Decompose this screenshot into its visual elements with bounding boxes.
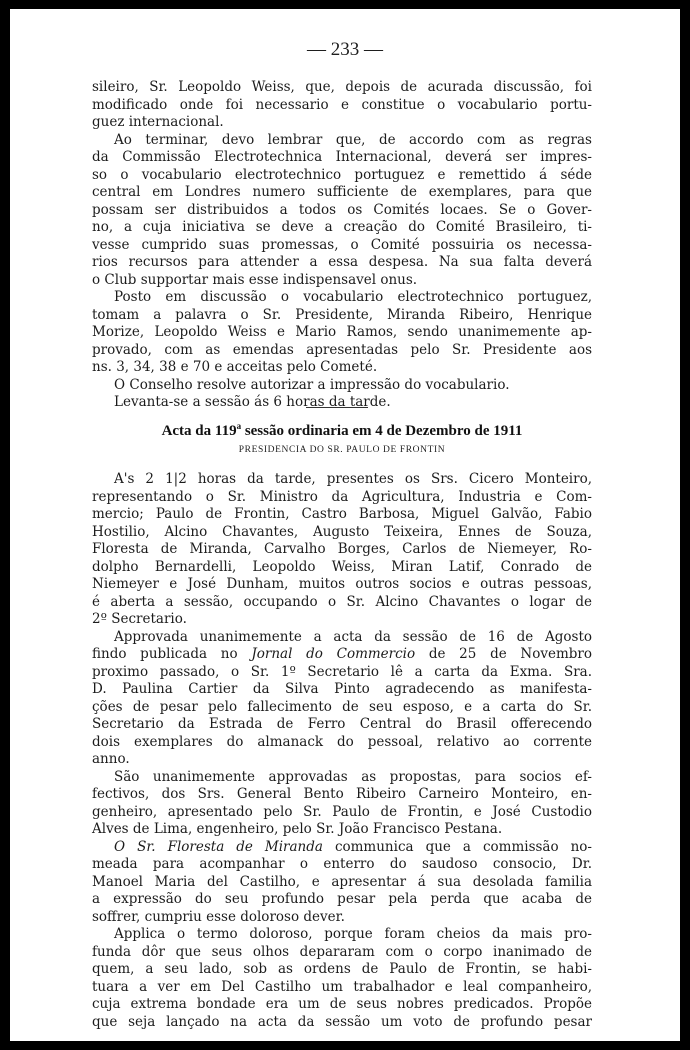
line-text: no, a cuja iniciativa se deve a creação do Comité Brasileiro, ti- <box>92 219 592 235</box>
text-line <box>92 891 592 909</box>
line-text: 2º Secretario. <box>92 611 187 627</box>
text-line <box>92 611 592 629</box>
line-text: vesse cumprido suas promessas, o Comité possuiria os necessa- <box>92 236 592 253</box>
line-text: meada para acompanhar o enterro do saudoso consocio, Dr. <box>92 856 592 872</box>
text-block-one <box>92 79 592 412</box>
text-line <box>92 471 592 489</box>
line-text: Posto em discussão o vocabulario electrotechnico portuguez, <box>114 289 592 305</box>
line-text: possam ser distribuidos a todos os Comités locaes. Se o Gover- <box>92 201 592 218</box>
text-line <box>92 202 592 220</box>
line-text: funda dôr que seus olhos depararam com o corpo inanimado de <box>92 943 592 960</box>
line-text: sileiro, Sr. Leopoldo Weiss, que, depois de acurada discussão, foi <box>92 79 592 95</box>
line-text: Ao terminar, devo lembrar que, de accordo com as regras <box>114 131 592 148</box>
line-text: provado, com as emendas apresentadas pelo Sr. Presidente aos <box>92 341 592 358</box>
text-line <box>92 961 592 979</box>
line-text: A's 2 1|2 horas da tarde, presentes os Srs. Cicero Monteiro, <box>114 471 592 487</box>
line-text: mercio; Paulo de Frontin, Castro Barbosa, Miguel Galvão, Fabio <box>92 506 592 522</box>
heading-ordinal: a <box>236 421 242 431</box>
text-line <box>92 681 592 699</box>
text-line <box>92 751 592 769</box>
text-line <box>92 699 592 717</box>
text-line <box>92 324 592 342</box>
line-text: Morize, Leopoldo Weiss e Mario Ramos, sendo unanimemente ap- <box>92 324 592 340</box>
text-line <box>92 377 592 395</box>
line-text: genheiro, apresentado pelo Sr. Paulo de Frontin, e José Custodio <box>92 803 592 820</box>
text-line <box>92 342 592 360</box>
text-line <box>92 289 592 307</box>
text-line <box>92 79 592 97</box>
text-line <box>92 979 592 997</box>
line-italic-text: Jornal do Commercio <box>251 646 416 662</box>
page-number: — 233 — <box>307 39 383 60</box>
text-line <box>92 506 592 524</box>
text-line <box>92 909 592 927</box>
text-line <box>92 219 592 237</box>
document-page <box>10 9 680 1041</box>
line-text: soffrer, cumpriu esse doloroso dever. <box>92 908 345 925</box>
line-text: D. Paulina Cartier da Silva Pinto agradecendo as manifesta- <box>92 681 592 697</box>
text-line <box>92 1014 592 1032</box>
text-line <box>92 874 592 892</box>
line-text: central em Londres numero sufficiente de exemplares, para que <box>92 184 592 200</box>
line-text: representando o Sr. Ministro da Agricultura, Industria e Com- <box>92 488 592 505</box>
line-text: Alves de Lima, engenheiro, pelo Sr. João Francisco Pestana. <box>92 821 503 837</box>
line-text: Approvada unanimemente a acta da sessão de 16 de Agosto <box>114 628 592 645</box>
text-line <box>92 629 592 647</box>
line-text: o Club supportar mais esse indispensavel onus. <box>92 271 418 288</box>
text-line <box>92 97 592 115</box>
text-line <box>92 114 592 132</box>
line-text: cuja extrema bondade era um de seus nobres predicados. Propõe <box>92 996 592 1012</box>
text-line <box>92 944 592 962</box>
section-heading <box>92 421 592 440</box>
text-line <box>92 734 592 752</box>
line-text: é aberta a sessão, occupando o Sr. Alcino Chavantes o logar de <box>92 593 592 610</box>
text-line <box>92 272 592 290</box>
section-divider <box>306 407 368 408</box>
line-text: Niemeyer e José Dunham, muitos outros socios e outras pessoas, <box>92 576 592 592</box>
text-block-two <box>92 471 592 1031</box>
text-line <box>92 856 592 874</box>
text-line <box>92 576 592 594</box>
line-text: ns. 3, 34, 38 e 70 e acceitas pelo Cometé. <box>92 359 378 375</box>
text-line <box>92 926 592 944</box>
text-line <box>92 237 592 255</box>
line-text: Manoel Maria del Castilho, e apresentar á sua desolada familia <box>92 873 592 890</box>
text-line <box>92 716 592 734</box>
line-text: quem, a seu lado, sob as ordens de Paulo de Frontin, se habi- <box>92 961 592 977</box>
text-line <box>92 307 592 325</box>
line-text: rios recursos para attender a essa despesa. Na sua falta deverá <box>92 254 592 270</box>
line-text: guez internacional. <box>92 114 224 130</box>
line-text-continued: communica que a commissão no- <box>322 838 592 855</box>
line-italic-text: O Sr. Floresta de Miranda <box>114 838 323 855</box>
line-text: dolpho Bernardelli, Leopoldo Weiss, Miran Latif, Conrado de <box>92 558 592 575</box>
line-text: Secretario da Estrada de Ferro Central do Brasil offerecendo <box>92 716 592 732</box>
text-line <box>92 167 592 185</box>
text-line <box>92 804 592 822</box>
line-text: Levanta-se a sessão ás 6 horas da tarde. <box>114 394 391 410</box>
text-line <box>92 149 592 167</box>
section-subheading: PRESIDENCIA DO SR. PAULO DE FRONTIN <box>238 445 446 455</box>
line-text: Applica o termo doloroso, porque foram cheios da mais pro- <box>114 926 592 942</box>
text-line <box>92 769 592 787</box>
text-line <box>92 132 592 150</box>
line-text: a expressão do seu profundo pesar pela perda que acaba de <box>92 891 592 907</box>
heading-suffix: sessão ordinaria em 4 de Dezembro de 1911 <box>241 423 523 439</box>
line-text: Hostilio, Alcino Chavantes, Augusto Teixeira, Ennes de Souza, <box>92 523 592 540</box>
line-text: dois exemplares do almanack do pessoal, relativo ao corrente <box>92 733 592 750</box>
line-text: O Conselho resolve autorizar a impressão do vocabulario. <box>114 376 510 393</box>
text-line <box>92 664 592 682</box>
text-line <box>92 394 592 412</box>
text-line <box>92 524 592 542</box>
text-line <box>92 184 592 202</box>
line-text: tomam a palavra o Sr. Presidente, Miranda Ribeiro, Henrique <box>92 306 592 323</box>
line-text: São unanimemente approvadas as propostas, para socios ef- <box>114 768 592 785</box>
text-line <box>92 839 592 857</box>
text-line <box>92 821 592 839</box>
line-text: Floresta de Miranda, Carvalho Borges, Carlos de Niemeyer, Ro- <box>92 541 592 557</box>
line-text: findo publicada no <box>92 646 252 662</box>
line-text: da Commissão Electrotechnica Internacional, deverá ser impres- <box>92 149 592 165</box>
text-line <box>92 646 592 664</box>
line-text-continued: de 25 de Novembro <box>415 646 593 662</box>
text-line <box>92 786 592 804</box>
line-text: tuara a ver em Del Castilho um trabalhador e leal companheiro, <box>92 978 592 995</box>
line-text: modificado onde foi necessario e constitue o vocabulario portu- <box>92 96 592 113</box>
text-line <box>92 559 592 577</box>
text-line <box>92 594 592 612</box>
line-text: anno. <box>92 751 130 767</box>
line-text: proximo passado, o Sr. 1º Secretario lê a carta da Exma. Sra. <box>92 663 592 680</box>
line-text: fectivos, dos Srs. General Bento Ribeiro Carneiro Monteiro, en- <box>92 786 592 802</box>
line-text: ções de pesar pelo fallecimento de seu esposo, e a carta do Sr. <box>92 698 592 715</box>
heading-prefix: Acta da 119 <box>161 423 237 439</box>
text-line <box>92 996 592 1014</box>
text-line <box>92 489 592 507</box>
line-text: que seja lançado na acta da sessão um voto de profundo pesar <box>92 1013 592 1030</box>
text-line <box>92 541 592 559</box>
text-line <box>92 359 592 377</box>
line-text: so o vocabulario electrotechnico portuguez e remettido á séde <box>92 166 592 183</box>
text-line <box>92 254 592 272</box>
